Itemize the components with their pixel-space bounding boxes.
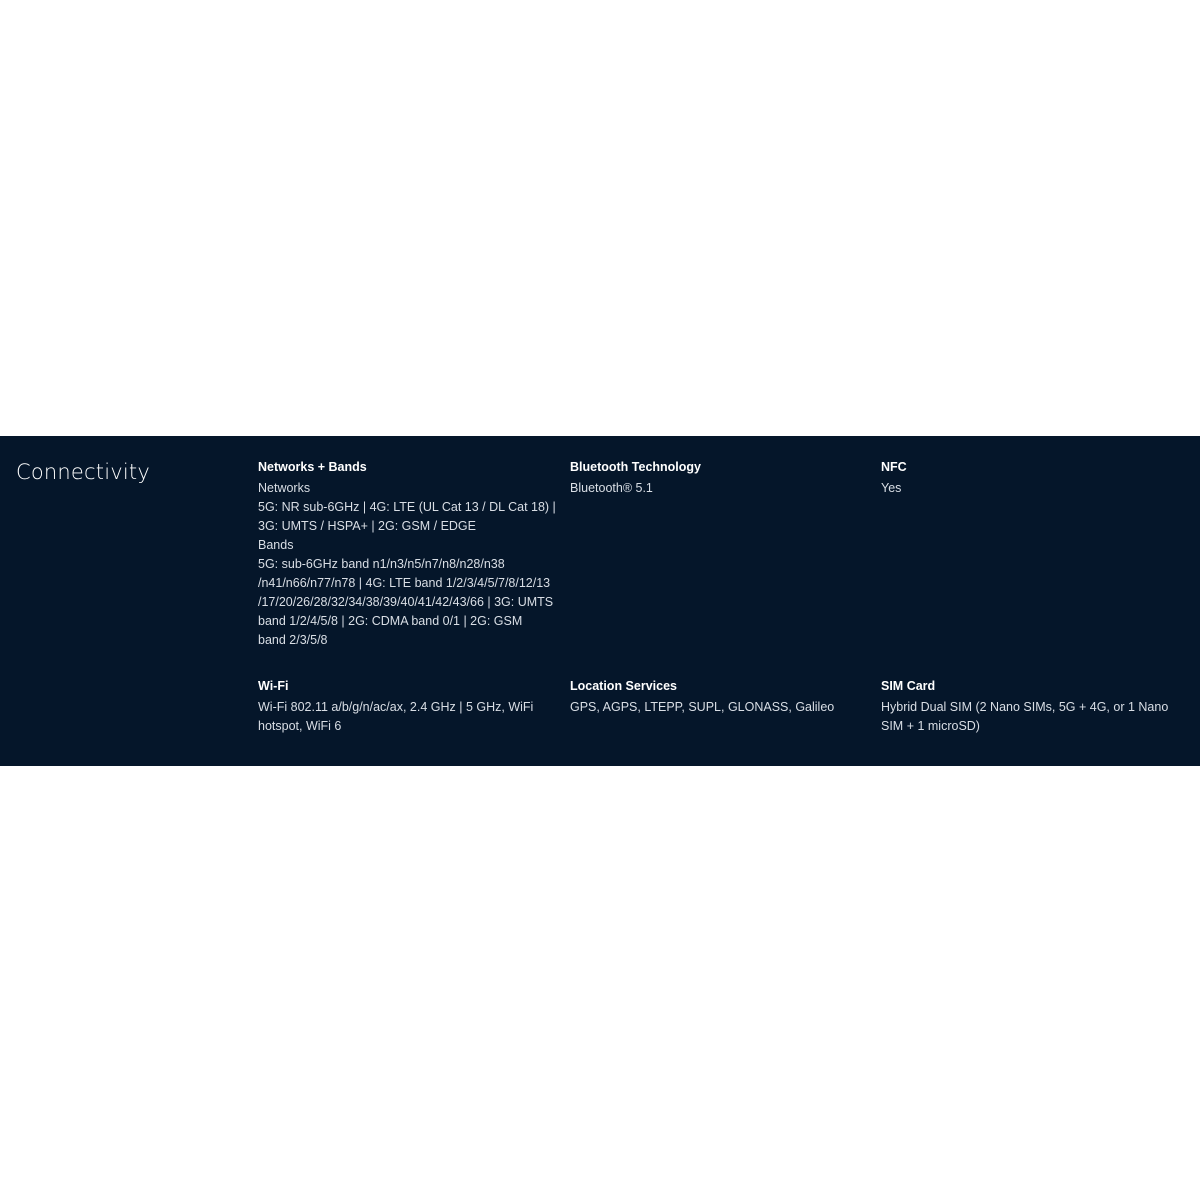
spec-line: 5G: sub-6GHz band n1/n3/n5/n7/n8/n28/n38 (258, 557, 505, 571)
spec-line: SIM + 1 microSD) (881, 719, 980, 733)
spec-line: /n41/n66/n77/n78 | 4G: LTE band 1/2/3/4/5/7/8/12/13 (258, 576, 551, 590)
spec-value: Bluetooth® 5.1 (570, 481, 653, 495)
spec-value: GPS, AGPS, LTEPP, SUPL, GLONASS, Galileo (570, 700, 835, 714)
spec-line: /17/20/26/28/32/34/38/39/40/41/42/43/66 | 3G: UMTS (258, 595, 554, 609)
spec-value (881, 698, 1181, 736)
spec-line: hotspot, WiFi 6 (258, 719, 342, 733)
spec-wifi (258, 677, 558, 736)
spec-value (258, 479, 558, 650)
spec-networks-bands (258, 458, 558, 650)
spec-label: Wi-Fi (258, 679, 289, 693)
spec-nfc (881, 458, 1181, 498)
spec-label: Location Services (570, 679, 677, 693)
spec-value: Yes (881, 481, 902, 495)
spec-label: Bluetooth Technology (570, 460, 702, 474)
spec-label: SIM Card (881, 679, 936, 693)
spec-line: band 1/2/4/5/8 | 2G: CDMA band 0/1 | 2G: GSM (258, 614, 523, 628)
spec-line: 5G: NR sub-6GHz | 4G: LTE (UL Cat 13 / DL Cat 18) | (258, 500, 556, 514)
connectivity-section (0, 436, 1200, 766)
spec-line: Networks (258, 481, 311, 495)
spec-line: 3G: UMTS / HSPA+ | 2G: GSM / EDGE (258, 519, 476, 533)
spec-label: NFC (881, 460, 907, 474)
spec-bluetooth (570, 458, 870, 498)
section-title: Connectivity (16, 460, 150, 484)
spec-line: Wi-Fi 802.11 a/b/g/n/ac/ax, 2.4 GHz | 5 GHz, WiFi (258, 700, 534, 714)
spec-label: Networks + Bands (258, 460, 367, 474)
spec-value (258, 698, 558, 736)
spec-sim-card (881, 677, 1181, 736)
spec-line: Bands (258, 538, 294, 552)
spec-location-services (570, 677, 870, 717)
spec-line: band 2/3/5/8 (258, 633, 328, 647)
spec-line: Hybrid Dual SIM (2 Nano SIMs, 5G + 4G, or 1 Nano (881, 700, 1169, 714)
